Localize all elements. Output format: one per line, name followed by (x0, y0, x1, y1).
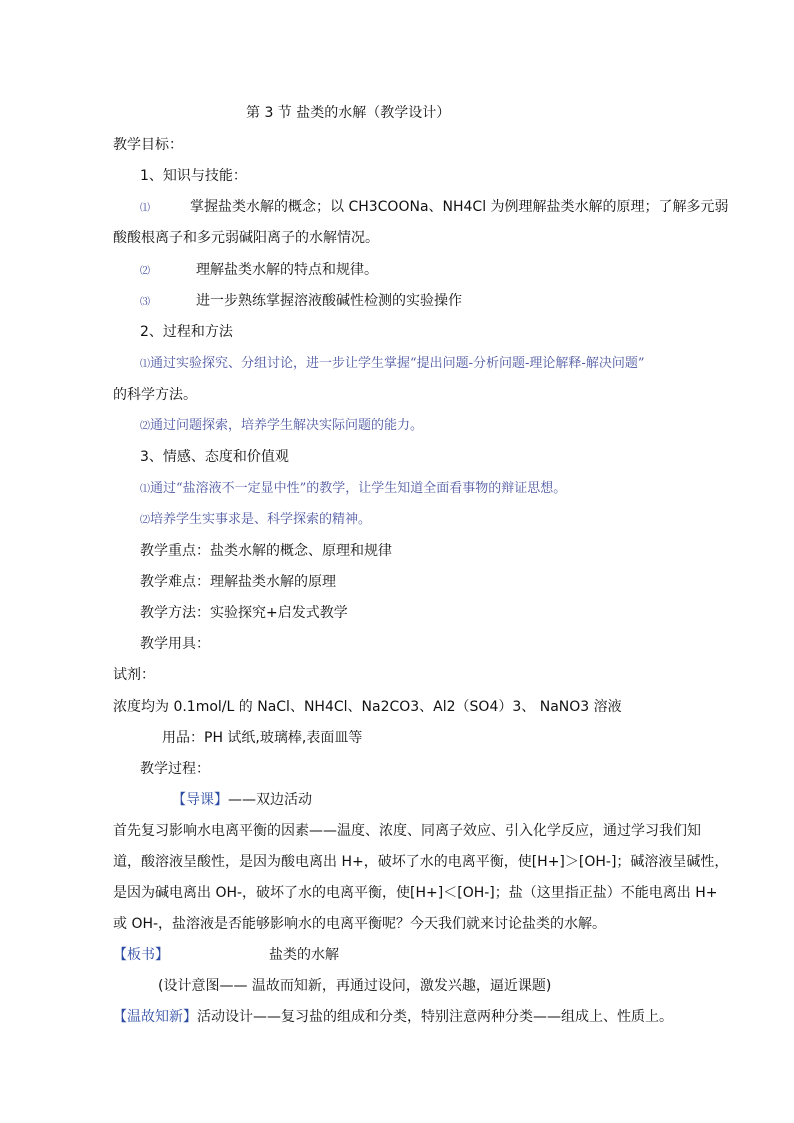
paragraph-line-2: 道，酸溶液呈酸性，是因为酸电离出 H+，破坏了水的电离平衡，使[H+]＞[OH-]；碱溶液呈碱性， (113, 854, 729, 870)
board-text: 盐类的水解 (269, 947, 339, 963)
objective-2-2 (140, 417, 423, 436)
board-bracket: 【板书】 (113, 947, 169, 963)
objective-1-1-text: 掌握盐类水解的概念；以 CH3COONa、NH4Cl 为例理解盐类水解的原理；了解多元弱 (190, 199, 729, 215)
page-title: 第 3 节 盐类的水解（教学设计） (246, 105, 451, 121)
objective-3-1 (140, 480, 566, 499)
objective-2-2-text: 通过问题探索，培养学生解决实际问题的能力。 (150, 418, 424, 433)
list-marker: ⑶ (140, 297, 150, 308)
objective-2-1-text: 通过实验探究、分组讨论，进一步让学生掌握“提出问题-分析问题-理论解释-解决问题” (150, 356, 645, 371)
process-label: 教学过程： (140, 761, 210, 777)
review-text: 活动设计——复习盐的组成和分类，特别注意两种分类——组成上、性质上。 (197, 1009, 673, 1025)
list-marker: ⑴ (140, 359, 150, 370)
review-bracket: 【温故知新】 (113, 1009, 197, 1025)
objective-3-2 (140, 511, 371, 530)
design-intent: (设计意图—— 温故而知新，再通过设问，激发兴趣，逼近课题) (158, 978, 552, 994)
teaching-tools: 教学用具： (140, 636, 210, 652)
objective-3-1-text: 通过“盐溶液不一定显中性”的教学，让学生知道全面看事物的辩证思想。 (150, 481, 567, 496)
objective-1-1 (140, 198, 729, 218)
paragraph-line-3: 是因为碱电离出 OH-，破坏了水的电离平衡，使[H+]＜[OH-]；盐（这里指正盐）不能电离出 H+ (113, 885, 718, 901)
objective-1-1-cont: 酸酸根离子和多元弱碱阳离子的水解情况。 (113, 230, 379, 246)
objective-1-2 (140, 261, 378, 281)
difficult-point: 教学难点：理解盐类水解的原理 (140, 574, 336, 590)
teaching-method: 教学方法：实验探究+启发式教学 (140, 605, 348, 621)
paragraph-line-1: 首先复习影响水电离平衡的因素——温度、浓度、同离子效应、引入化学反应，通过学习我们知 (113, 823, 701, 839)
board-heading (113, 946, 339, 964)
guide-text: ——双边活动 (228, 792, 312, 808)
guide-heading (172, 791, 312, 809)
objective-1-2-text: 理解盐类水解的特点和规律。 (196, 262, 378, 278)
list-marker: ⑵ (140, 515, 150, 526)
objective-1-3 (140, 292, 462, 312)
guide-bracket: 【导课】 (172, 792, 228, 808)
objective-2-1 (140, 355, 644, 374)
supplies-line: 用品：PH 试纸,玻璃棒,表面皿等 (162, 730, 363, 746)
section-1-heading: 1、知识与技能： (140, 168, 247, 184)
paragraph-line-4: 或 OH-，盐溶液是否能够影响水的电离平衡呢？今天我们就来讨论盐类的水解。 (113, 916, 607, 932)
list-marker: ⑴ (140, 203, 150, 214)
reagents-label: 试剂： (113, 667, 155, 683)
key-point: 教学重点：盐类水解的概念、原理和规律 (140, 543, 392, 559)
list-marker: ⑴ (140, 484, 150, 495)
objectives-label: 教学目标： (113, 137, 183, 153)
reagents-line: 浓度均为 0.1mol/L 的 NaCl、NH4Cl、Na2CO3、Al2（SO4）3、 NaNO3 溶液 (113, 699, 622, 715)
objective-3-2-text: 培养学生实事求是、科学探索的精神。 (150, 512, 372, 527)
section-3-heading: 3、情感、态度和价值观 (140, 449, 289, 465)
list-marker: ⑵ (140, 266, 150, 277)
objective-1-3-text: 进一步熟练掌握溶液酸碱性检测的实验操作 (196, 293, 462, 309)
review-heading (113, 1008, 673, 1026)
objective-2-1-cont: 的科学方法。 (113, 387, 197, 403)
list-marker: ⑵ (140, 421, 150, 432)
section-2-heading: 2、过程和方法 (140, 324, 233, 340)
